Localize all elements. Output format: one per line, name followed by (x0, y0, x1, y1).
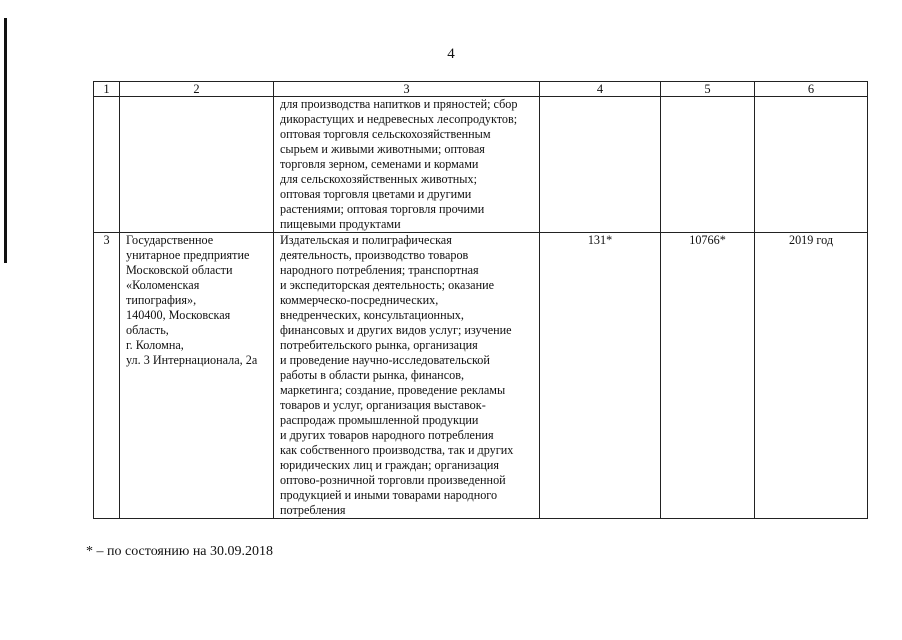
header-row (94, 82, 868, 97)
table-row (94, 233, 868, 519)
text-line: Государственное (126, 233, 214, 247)
footnote: * – по состоянию на 30.09.2018 (86, 544, 274, 559)
text-line: потребления (280, 503, 346, 517)
col4-cell: 131* (540, 233, 661, 519)
col6-cell: 2019 год (755, 233, 868, 519)
text-line: распродаж промышленной продукции (280, 413, 479, 427)
text-line: область, (126, 323, 169, 337)
text-line: как собственного производства, так и других (280, 443, 514, 457)
text-line: коммерческо-посреднических, (280, 293, 439, 307)
text-line: деятельность, производство товаров (280, 248, 469, 262)
text-line: ул. 3 Интернационала, 2а (126, 353, 258, 367)
col6-cell (755, 97, 868, 233)
organization-cell (120, 233, 274, 519)
row-number-cell: 3 (94, 233, 120, 519)
text-line: г. Коломна, (126, 338, 184, 352)
header-cell: 3 (274, 82, 540, 97)
col5-cell: 10766* (661, 233, 755, 519)
text-line: 140400, Московская (126, 308, 231, 322)
col5-cell (661, 97, 755, 233)
text-line: работы в области рынка, финансов, (280, 368, 465, 382)
text-line: и проведение научно-исследовательской (280, 353, 490, 367)
text-line: оптовая торговля сельскохозяйственным (280, 127, 491, 141)
text-line: типография», (126, 293, 197, 307)
header-cell: 2 (120, 82, 274, 97)
page-number: 4 (447, 46, 455, 62)
text-line: торговля зерном, семенами и кормами (280, 157, 479, 171)
organization-cell (120, 97, 274, 233)
text-line: унитарное предприятие (126, 248, 250, 262)
text-line: оптово-розничной торговли произведенной (280, 473, 506, 487)
col4-cell (540, 97, 661, 233)
text-line: растениями; оптовая торговля прочими (280, 202, 485, 216)
text-line: оптовая торговля цветами и другими (280, 187, 472, 201)
text-line: Издательская и полиграфическая (280, 233, 452, 247)
text-line: пищевыми продуктами (280, 217, 401, 231)
text-line: народного потребления; транспортная (280, 263, 479, 277)
text-line: маркетинга; создание, проведение рекламы (280, 383, 506, 397)
activity-cell (274, 97, 540, 233)
text-line: для сельскохозяйственных животных; (280, 172, 477, 186)
header-cell: 4 (540, 82, 661, 97)
header-cell: 5 (661, 82, 755, 97)
text-line: продукцией и иными товарами народного (280, 488, 498, 502)
header-cell: 6 (755, 82, 868, 97)
text-line: товаров и услуг, организация выставок- (280, 398, 486, 412)
text-line: юридических лиц и граждан; организация (280, 458, 500, 472)
text-line: и других товаров народного потребления (280, 428, 494, 442)
register-table (93, 81, 868, 519)
text-line: дикорастущих и недревесных лесопродуктов; (280, 112, 518, 126)
table-row (94, 97, 868, 233)
text-line: потребительского рынка, организация (280, 338, 478, 352)
text-line: сырьем и живыми животными; оптовая (280, 142, 485, 156)
text-line: Московской области (126, 263, 233, 277)
text-line: «Коломенская (126, 278, 200, 292)
text-line: и экспедиторская деятельность; оказание (280, 278, 495, 292)
text-line: для производства напитков и пряностей; сбор (280, 97, 518, 111)
text-line: внедренческих, консультационных, (280, 308, 464, 322)
text-line: финансовых и других видов услуг; изучение (280, 323, 512, 337)
activity-cell (274, 233, 540, 519)
row-number-cell (94, 97, 120, 233)
header-cell: 1 (94, 82, 120, 97)
